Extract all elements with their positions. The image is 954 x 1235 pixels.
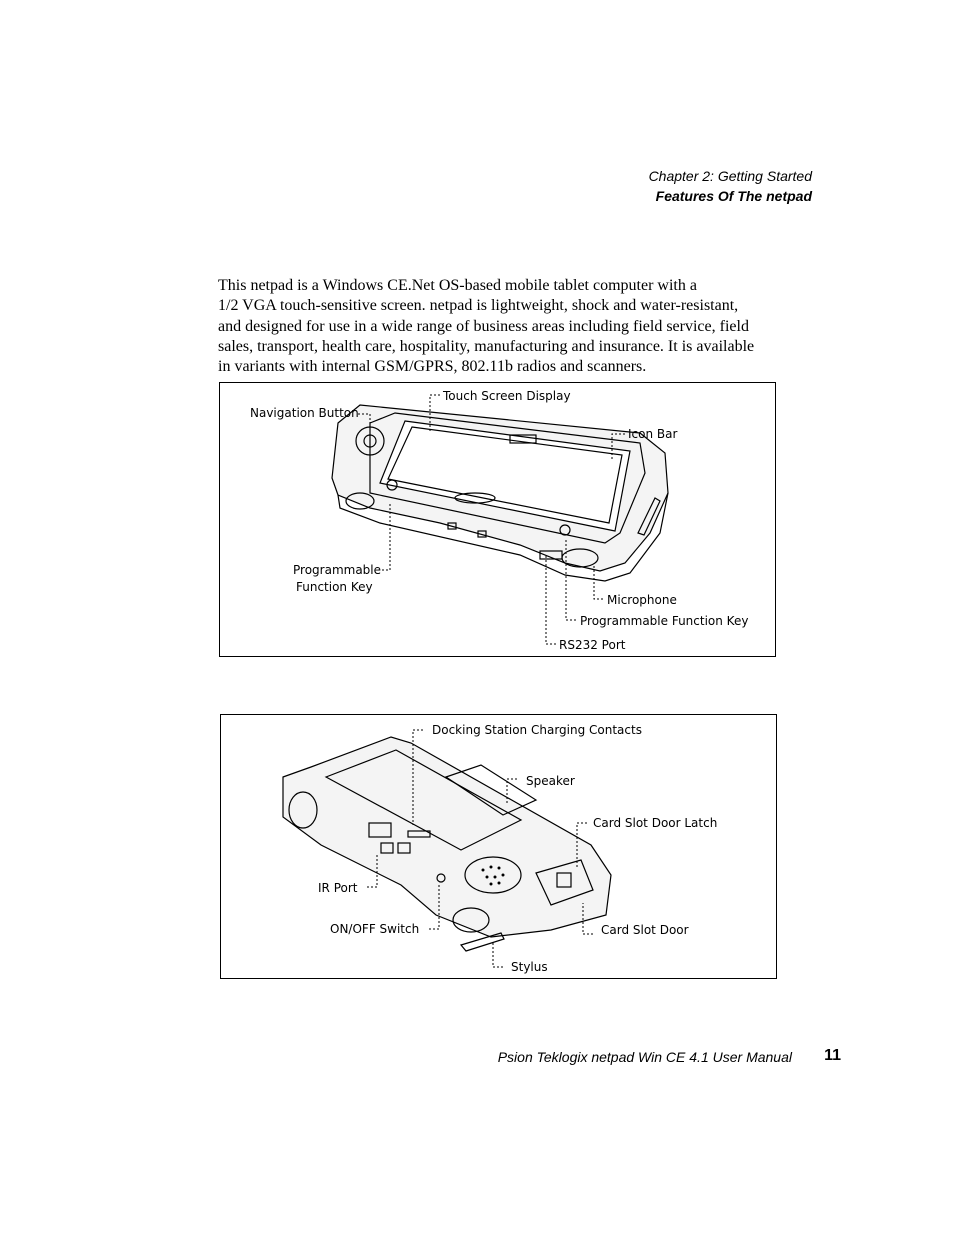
label-ir-port: IR Port: [318, 881, 358, 895]
intro-line: and designed for use in a wide range of business areas including field service, field: [218, 317, 749, 335]
figure-back-view: [220, 714, 777, 979]
intro-line: sales, transport, health care, hospitality, manufacturing and insurance. It is available: [218, 337, 755, 355]
footer-page-number: 11: [824, 1047, 841, 1064]
label-microphone: Microphone: [607, 593, 677, 607]
label-card-slot-door-latch: Card Slot Door Latch: [593, 816, 718, 830]
label-docking-contacts: Docking Station Charging Contacts: [432, 723, 642, 737]
label-navigation-button: Navigation Button: [250, 406, 359, 420]
netpad-front-illustration: [220, 383, 775, 656]
label-rs232-port: RS232 Port: [559, 638, 626, 652]
label-icon-bar: Icon Bar: [628, 427, 678, 441]
figure-front-view: [219, 382, 776, 657]
label-touch-screen: Touch Screen Display: [443, 389, 571, 403]
label-programmable-function-key: Programmable Function Key: [580, 614, 749, 628]
label-card-slot-door: Card Slot Door: [601, 923, 689, 937]
label-programmable-key-line2: Function Key: [296, 580, 373, 594]
intro-paragraph: [218, 276, 788, 377]
intro-line: in variants with internal GSM/GPRS, 802.11b radios and scanners.: [218, 358, 647, 376]
label-on-off-switch: ON/OFF Switch: [330, 922, 420, 936]
label-speaker: Speaker: [526, 774, 575, 788]
header-chapter: Chapter 2: Getting Started: [648, 168, 812, 184]
footer-manual-title: Psion Teklogix netpad Win CE 4.1 User Manual: [497, 1049, 792, 1065]
header-section: Features Of The netpad: [655, 188, 812, 204]
label-programmable-key-line1: Programmable: [293, 563, 382, 577]
netpad-back-illustration: [221, 715, 776, 978]
label-stylus: Stylus: [511, 960, 548, 974]
intro-line: This netpad is a Windows CE.Net OS-based mobile tablet computer with a: [218, 277, 697, 294]
intro-line: 1/2 VGA touch-sensitive screen. netpad is lightweight, shock and water-resistant,: [218, 297, 739, 315]
